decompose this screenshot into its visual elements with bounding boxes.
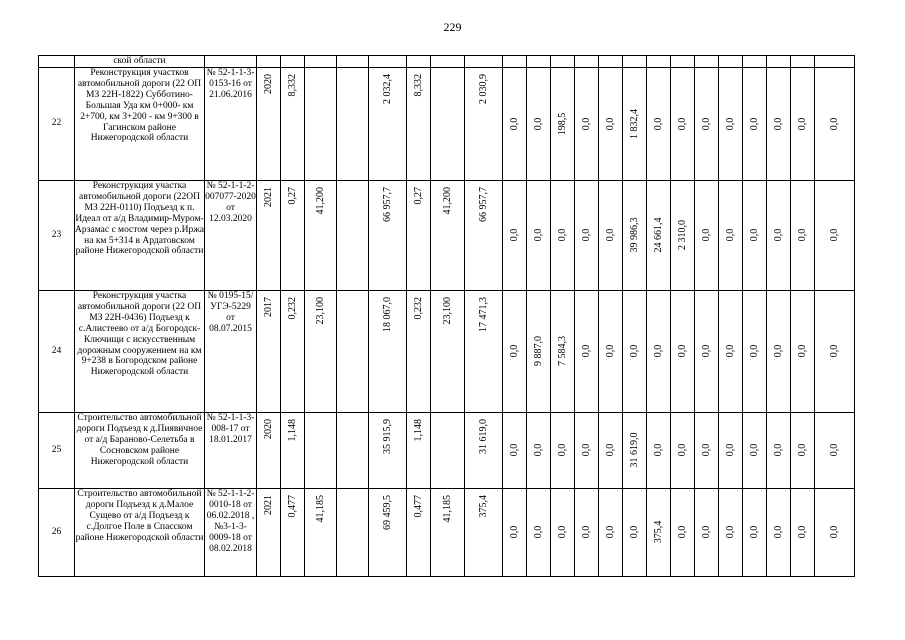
cell-value: 1,148 — [286, 418, 298, 442]
table-row — [39, 180, 855, 290]
value-cell — [551, 412, 575, 488]
cell-value: 23,100 — [314, 296, 326, 325]
cell-value: 0,0 — [580, 345, 592, 358]
data-table — [38, 55, 855, 577]
object-name: Реконструкция участка автомобильной дороги (22 ОП МЗ 22Н-0436) Подъезд к с.Алистеево от а/д Богородск-Ключищи с искусственным дорожным сооружением на км 9+238 в Богородском районе Нижегородской области — [75, 290, 205, 412]
cell-value: 0,0 — [700, 526, 712, 539]
cell-value: 0,0 — [676, 345, 688, 358]
value-cell — [465, 412, 503, 488]
cell-value: 0,0 — [580, 526, 592, 539]
value-cell — [623, 180, 647, 290]
cell-value: 0,0 — [724, 345, 736, 358]
value-cell — [791, 180, 815, 290]
value-cell — [767, 290, 791, 412]
value-cell — [791, 412, 815, 488]
row-number: 24 — [39, 290, 75, 412]
cell-value: 0,0 — [628, 345, 640, 358]
cell-value: 0,0 — [556, 229, 568, 242]
value-cell — [369, 488, 407, 576]
cell-value: 375,4 — [652, 521, 664, 544]
value-cell — [369, 412, 407, 488]
cell-value: 17 471,3 — [477, 296, 489, 332]
table-row — [39, 488, 855, 576]
cell-value: 0,0 — [604, 526, 616, 539]
value-cell — [305, 67, 337, 180]
value-cell — [527, 67, 551, 180]
value-cell — [647, 290, 671, 412]
cell-value: 41,185 — [441, 494, 453, 523]
cell-value: 0,0 — [628, 526, 640, 539]
row-number: 26 — [39, 488, 75, 576]
cell-value: 0,0 — [772, 345, 784, 358]
value-cell — [767, 488, 791, 576]
value-cell — [575, 67, 599, 180]
cell-value: 0,0 — [508, 117, 520, 131]
value-cell — [671, 290, 695, 412]
value-cell — [647, 412, 671, 488]
value-cell — [599, 180, 623, 290]
cell-value: 0,0 — [532, 229, 544, 242]
cell-value: 0,0 — [724, 229, 736, 242]
cell-value: 1 832,4 — [628, 108, 640, 139]
value-cell — [337, 67, 369, 180]
value-cell — [503, 488, 527, 576]
cell-value: 0,0 — [532, 526, 544, 539]
value-cell — [623, 412, 647, 488]
value-cell — [369, 180, 407, 290]
cell-value: 0,0 — [676, 117, 688, 131]
object-name: Строительство автомобильной дороги Подъезд к д.Пиявичное от а/д Бараново-Селетьба в Сосновском районе Нижегородской области — [75, 412, 205, 488]
value-cell — [671, 488, 695, 576]
expertise-document: № 0195-15/УГЭ-5229 от 08.07.2015 — [205, 290, 257, 412]
cell-value: 0,0 — [772, 444, 784, 457]
value-cell — [465, 67, 503, 180]
value-cell — [599, 67, 623, 180]
value-cell — [743, 290, 767, 412]
expertise-document: № 52-1-1-2-007077-2020 от 12.03.2020 — [205, 180, 257, 290]
value-cell — [257, 180, 281, 290]
cell-value: 0,0 — [828, 444, 840, 457]
value-cell — [503, 290, 527, 412]
value-cell — [815, 412, 855, 488]
value-cell — [431, 67, 465, 180]
value-cell — [281, 290, 305, 412]
cell-value: 0,0 — [604, 444, 616, 457]
cell-value: 0,0 — [748, 117, 760, 131]
cell-value: 35 915,9 — [381, 418, 393, 454]
value-cell — [431, 488, 465, 576]
value-cell — [281, 180, 305, 290]
cell-value: 31 619,0 — [628, 432, 640, 468]
cell-value: 18 067,0 — [381, 296, 393, 332]
cell-value: 2021 — [262, 186, 274, 207]
value-cell — [305, 412, 337, 488]
cell-value: 2 030,9 — [477, 73, 489, 104]
value-cell — [767, 180, 791, 290]
value-cell — [431, 180, 465, 290]
cell-value: 0,0 — [772, 117, 784, 131]
value-cell — [719, 488, 743, 576]
value-cell — [743, 67, 767, 180]
cell-value: 0,0 — [724, 117, 736, 131]
cell-value: 2021 — [262, 494, 274, 515]
cell-value: 66 957,7 — [477, 186, 489, 222]
cell-value: 24 661,4 — [652, 217, 664, 253]
cell-value: 0,0 — [724, 526, 736, 539]
cell-value: 0,0 — [796, 345, 808, 358]
continuation-text: ской области — [75, 56, 205, 68]
cell-value: 0,0 — [828, 526, 840, 539]
cell-value: 2020 — [262, 418, 274, 439]
value-cell — [527, 488, 551, 576]
cell-value: 0,0 — [508, 444, 520, 457]
row-number: 25 — [39, 412, 75, 488]
cell-value: 0,0 — [652, 444, 664, 457]
value-cell — [791, 290, 815, 412]
value-cell — [575, 412, 599, 488]
value-cell — [407, 412, 431, 488]
cell-value: 69 459,5 — [381, 494, 393, 530]
value-cell — [719, 412, 743, 488]
value-cell — [791, 488, 815, 576]
value-cell — [257, 488, 281, 576]
table-row — [39, 67, 855, 180]
cell-value: 0,0 — [604, 229, 616, 242]
value-cell — [599, 488, 623, 576]
value-cell — [815, 290, 855, 412]
value-cell — [575, 488, 599, 576]
value-cell — [407, 290, 431, 412]
value-cell — [599, 290, 623, 412]
value-cell — [815, 180, 855, 290]
value-cell — [647, 67, 671, 180]
value-cell — [503, 180, 527, 290]
cell-value: 2020 — [262, 73, 274, 94]
value-cell — [791, 67, 815, 180]
value-cell — [337, 180, 369, 290]
value-cell — [743, 180, 767, 290]
cell-value: 31 619,0 — [477, 418, 489, 454]
cell-value: 1,148 — [412, 418, 424, 442]
object-name: Реконструкция участков автомобильной дороги (22 ОП МЗ 22Н-1822) Субботино-Большая Уда км 0+000- км 2+700, км 3+200 - км 9+300 в Гагинском районе Нижегородской области — [75, 67, 205, 180]
cell-value: 66 957,7 — [381, 186, 393, 222]
expertise-document: № 52-1-1-3-008-17 от 18.01.2017 — [205, 412, 257, 488]
cell-value: 41,200 — [441, 186, 453, 215]
cell-value: 0,232 — [286, 296, 298, 320]
value-cell — [647, 488, 671, 576]
value-cell — [767, 412, 791, 488]
row-number: 23 — [39, 180, 75, 290]
expertise-document: № 52-1-1-2-0010-18 от 06.02.2018 ,№3-1-3-0009-18 от 08.02.2018 — [205, 488, 257, 576]
value-cell — [695, 290, 719, 412]
cell-value: 0,0 — [652, 345, 664, 358]
value-cell — [305, 180, 337, 290]
value-cell — [719, 290, 743, 412]
value-cell — [337, 488, 369, 576]
value-cell — [431, 412, 465, 488]
cell-value: 39 986,3 — [628, 217, 640, 253]
value-cell — [503, 67, 527, 180]
cell-value: 0,0 — [604, 345, 616, 358]
cell-value: 8,332 — [286, 73, 298, 97]
value-cell — [281, 412, 305, 488]
value-cell — [337, 290, 369, 412]
value-cell — [671, 67, 695, 180]
cell-value: 0,0 — [508, 345, 520, 358]
value-cell — [407, 180, 431, 290]
value-cell — [369, 290, 407, 412]
cell-value: 375,4 — [477, 494, 489, 518]
value-cell — [337, 412, 369, 488]
cell-value: 0,0 — [676, 526, 688, 539]
value-cell — [719, 67, 743, 180]
value-cell — [695, 180, 719, 290]
cell-value: 0,0 — [828, 229, 840, 242]
cell-value: 0,0 — [748, 229, 760, 242]
value-cell — [599, 412, 623, 488]
value-cell — [623, 290, 647, 412]
cell-value: 23,100 — [441, 296, 453, 325]
cell-value: 0,0 — [772, 526, 784, 539]
cell-value: 0,27 — [286, 186, 298, 205]
expertise-document: № 52-1-1-3-0153-16 от 21.06.2016 — [205, 67, 257, 180]
cell-value: 198,5 — [556, 112, 568, 136]
value-cell — [551, 67, 575, 180]
cell-value: 0,0 — [796, 229, 808, 242]
table-row — [39, 290, 855, 412]
value-cell — [575, 290, 599, 412]
value-cell — [407, 488, 431, 576]
cell-value: 0,0 — [556, 526, 568, 539]
value-cell — [815, 67, 855, 180]
value-cell — [305, 488, 337, 576]
cell-value: 0,0 — [796, 117, 808, 131]
cell-value: 9 887,0 — [532, 336, 544, 367]
value-cell — [695, 488, 719, 576]
cell-value: 2 032,4 — [381, 73, 393, 104]
cell-value: 0,0 — [508, 526, 520, 539]
cell-value: 0,0 — [700, 229, 712, 242]
cell-value: 8,332 — [412, 73, 424, 97]
value-cell — [671, 180, 695, 290]
value-cell — [695, 67, 719, 180]
value-cell — [465, 488, 503, 576]
value-cell — [575, 180, 599, 290]
value-cell — [815, 488, 855, 576]
value-cell — [407, 67, 431, 180]
cell-value: 0,477 — [412, 494, 424, 518]
cell-value: 0,0 — [700, 345, 712, 358]
value-cell — [743, 412, 767, 488]
value-cell — [257, 290, 281, 412]
cell-value: 0,232 — [412, 296, 424, 320]
value-cell — [527, 180, 551, 290]
value-cell — [257, 67, 281, 180]
value-cell — [465, 290, 503, 412]
cell-value: 0,0 — [828, 117, 840, 131]
row-number: 22 — [39, 67, 75, 180]
value-cell — [305, 290, 337, 412]
cell-value: 0,0 — [724, 444, 736, 457]
value-cell — [281, 67, 305, 180]
cell-value: 0,0 — [700, 117, 712, 131]
cell-value: 0,0 — [580, 117, 592, 131]
cell-value: 0,0 — [556, 444, 568, 457]
value-cell — [465, 180, 503, 290]
cell-value: 0,0 — [772, 229, 784, 242]
cell-value: 0,0 — [748, 345, 760, 358]
value-cell — [623, 67, 647, 180]
value-cell — [431, 290, 465, 412]
cell-value: 7 584,3 — [556, 336, 568, 367]
cell-value: 41,200 — [314, 186, 326, 215]
value-cell — [719, 180, 743, 290]
value-cell — [527, 290, 551, 412]
cell-value: 0,0 — [532, 444, 544, 457]
cell-value: 0,0 — [796, 444, 808, 457]
cell-value: 0,0 — [828, 345, 840, 358]
cell-value: 0,0 — [604, 117, 616, 131]
value-cell — [647, 180, 671, 290]
cell-value: 2 310,0 — [676, 220, 688, 251]
cell-value: 0,0 — [700, 444, 712, 457]
cell-value: 0,0 — [676, 444, 688, 457]
object-name: Строительство автомобильной дороги Подъезд к д.Малое Сущево от а/д Подъезд к с.Долгое Поле в Спасском районе Нижегородской области — [75, 488, 205, 576]
cell-value: 0,0 — [580, 444, 592, 457]
cell-value: 0,0 — [652, 117, 664, 131]
cell-value: 0,477 — [286, 494, 298, 518]
value-cell — [695, 412, 719, 488]
value-cell — [281, 488, 305, 576]
value-cell — [767, 67, 791, 180]
cell-value: 0,0 — [508, 229, 520, 242]
value-cell — [623, 488, 647, 576]
value-cell — [551, 488, 575, 576]
value-cell — [743, 488, 767, 576]
value-cell — [551, 290, 575, 412]
cell-value: 0,27 — [412, 186, 424, 205]
value-cell — [257, 412, 281, 488]
value-cell — [671, 412, 695, 488]
cell-value: 41,185 — [314, 494, 326, 523]
cell-value: 0,0 — [532, 117, 544, 131]
table-row — [39, 412, 855, 488]
table-row-continuation — [39, 56, 855, 68]
value-cell — [527, 412, 551, 488]
cell-value: 2017 — [262, 296, 274, 317]
cell-value: 0,0 — [796, 526, 808, 539]
value-cell — [551, 180, 575, 290]
value-cell — [503, 412, 527, 488]
value-cell — [369, 67, 407, 180]
page-number: 229 — [443, 20, 462, 34]
cell-value: 0,0 — [748, 444, 760, 457]
object-name: Реконструкция участка автомобильной дороги (22ОП МЗ 22Н-0110) Подъезд к п. Идеал от а/д Владимир-Муром-Арзамас с мостом через р.Иржа на км 5+314 в Ардатовском районе Нижегородской области — [75, 180, 205, 290]
cell-value: 0,0 — [580, 229, 592, 242]
cell-value: 0,0 — [748, 526, 760, 539]
